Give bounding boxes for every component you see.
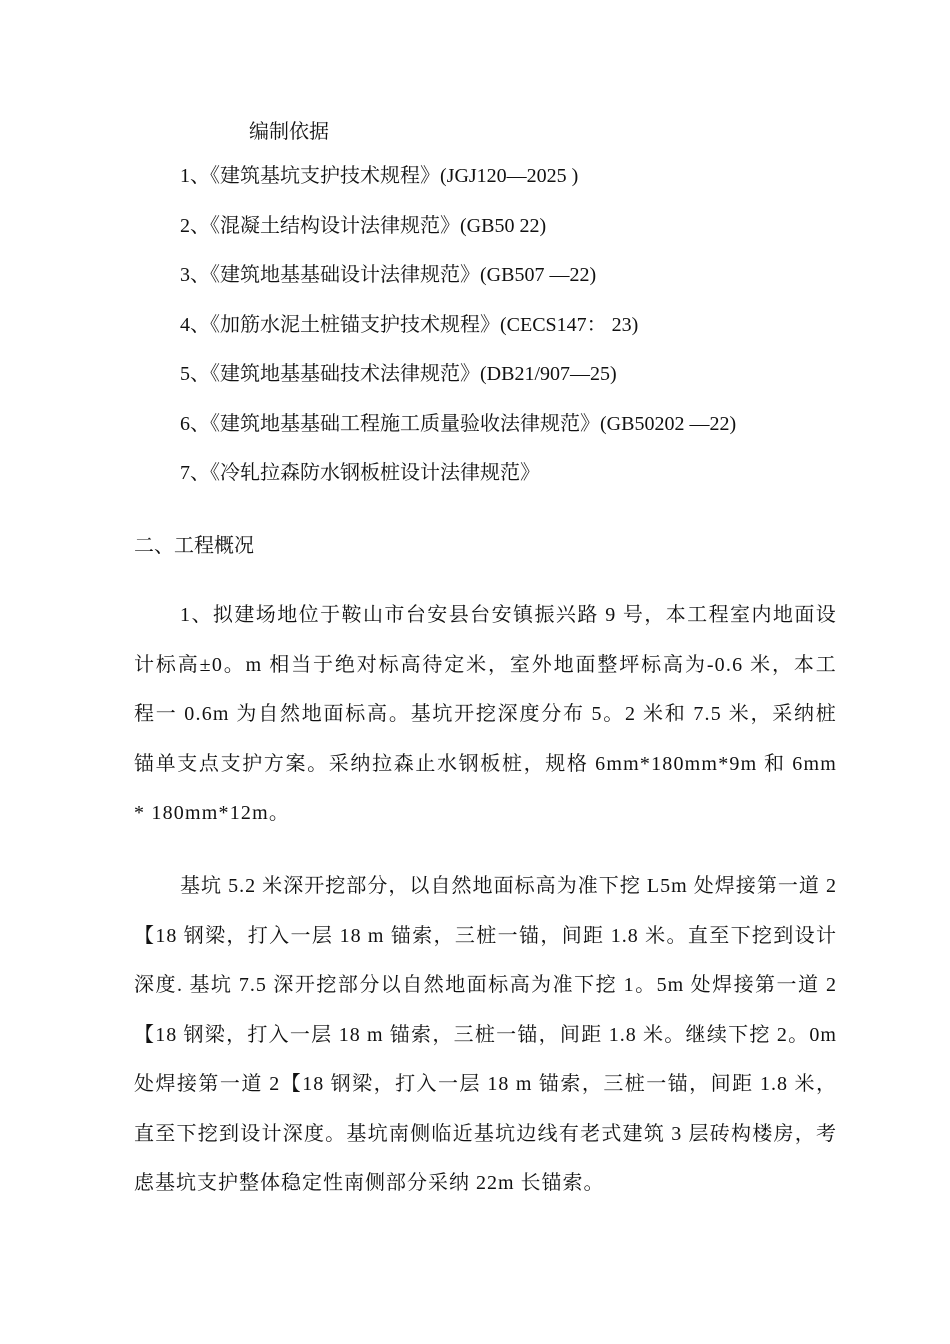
overview-paragraph-2: 基坑 5.2 米深开挖部分，以自然地面标高为准下挖 L5m 处焊接第一道 2【18 钢梁，打入一层 18 m 锚索，三桩一锚，间距 1.8 米。直至下挖到设计深度. 基坑 7.5 深开挖部分以自然地面标高为准下挖 1。5m 处焊接第一道 2【18 钢梁，打入一层 18 m 锚索，三桩一锚，间距 1.8 米。继续下挖 2。0m 处焊接第一道 2【18 钢梁，打入一层 18 m 锚索，三桩一锚，间距 1.8 米，直至下挖到设计深度。基坑南侧临近基坑边线有老式建筑 3 层砖构楼房，考虑基坑支护整体稳定性南侧部分采纳 22m 长锚索。 (134, 875, 837, 1194)
reference-item-7: 7、《冷轧拉森防水钢板桩设计法律规范》 (180, 462, 540, 484)
reference-item-1: 1、《建筑基坑支护技术规程》(JGJ120—2025 ) (180, 165, 579, 187)
reference-item-5: 5、《建筑地基基础技术法律规范》(DB21/907—25) (180, 363, 617, 385)
overview-paragraph-1: 1、拟建场地位于鞍山市台安县台安镇振兴路 9 号，本工程室内地面设计标高±0。m 相当于绝对标高待定米，室外地面整坪标高为-0.6 米，本工程一 0.6m 为自然地面标高。基坑开挖深度分布 5。2 米和 7.5 米，采纳桩锚单支点支护方案。采纳拉森止水钢板桩，规格 6mm*180mm*9m 和 6mm * 180mm*12m。 (134, 604, 837, 824)
reference-list (180, 162, 736, 509)
basis-heading: 编制依据 (249, 121, 329, 143)
reference-item-3: 3、《建筑地基基础设计法律规范》(GB507 —22) (180, 264, 597, 286)
reference-item-2: 2、《混凝土结构设计法律规范》(GB50 22) (180, 214, 547, 237)
reference-item-6: 6、《建筑地基基础工程施工质量验收法律规范》(GB50202 —22) (180, 412, 737, 435)
section-title: 二、工程概况 (134, 535, 254, 557)
reference-item-4: 4、《加筋水泥土桩锚支护技术规程》(CECS147： 23) (180, 313, 639, 336)
